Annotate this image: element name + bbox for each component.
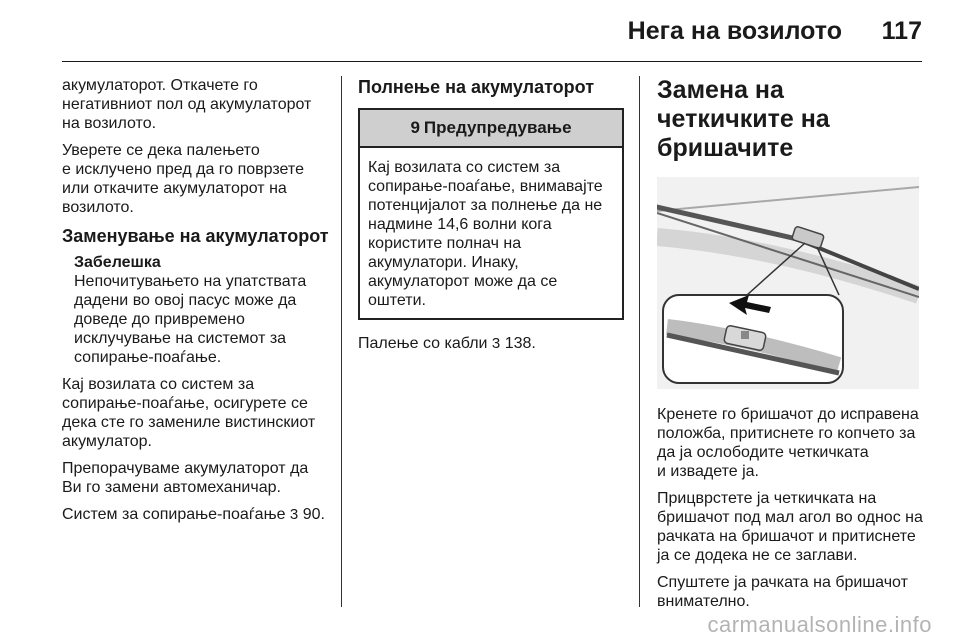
paragraph-recommend: Препорачуваме акумулаторот да Ви го замени автомеханичар. (62, 460, 309, 496)
xref-text: Палење со кабли (358, 335, 488, 352)
column-3 (657, 76, 925, 619)
xref-page-link[interactable]: 90. (302, 506, 325, 523)
column-1 (62, 76, 334, 532)
paragraph-disconnect: акумулаторот. Откачете го негативниот пол од акумулаторот на возилото. (62, 77, 312, 132)
paragraph-jump-start (358, 334, 624, 353)
paragraph-lower-arm: Спуштете ја рачката на бришачот внимателно. (657, 574, 908, 610)
paragraph-remove-blade: Кренете го бришачот до исправена положба, притиснете го копчето за да ја ослободите четкичката и извадете ја. (657, 406, 919, 480)
wiper-blade-drawing (657, 177, 919, 389)
page-number: 117 (881, 17, 922, 45)
xref-text: Систем за сопирање-поаѓање (62, 506, 286, 523)
note-text: Непочитувањето на упатствата дадени во овој пасус може да доведе до привремено исклучување на системот за сопирање-поаѓање. (74, 273, 307, 366)
warning-title: Предупредување (423, 118, 572, 137)
watermark: carmanualsonline.info (707, 612, 932, 637)
heading-battery-replacement: Заменување на акумулаторот (62, 226, 329, 246)
warning-header (360, 110, 622, 148)
wiper-blade-illustration (657, 177, 919, 389)
warning-icon: 9 (410, 118, 420, 137)
arrow-icon: 3 (289, 506, 299, 523)
warning-text: Кај возилата со систем за сопирање-поаѓање, внимавајте потенцијалот за полнење да не надмине 14,6 волни кога користите полнач на акумулатори. Инаку, акумулаторот може да се оштети. (368, 159, 603, 309)
header-rule (62, 61, 922, 62)
paragraph-attach-blade: Прицврстете ја четкичката на бришачот под мал агол во однос на рачката на бришачот и притиснете ја се додека не се заглави. (657, 490, 923, 564)
page-header (0, 0, 960, 62)
heading-wiper-blade-replacement: Замена на четкичките на бришачите (657, 76, 830, 162)
note-title: Забелешка (74, 254, 161, 271)
paragraph-ignition: Уверете се дека палењето е исклучено пред да го поврзете или откачите акумулаторот на возилото. (62, 142, 304, 216)
note-block (62, 253, 334, 367)
column-divider-2 (639, 76, 640, 607)
header-title: Нега на возилото (627, 17, 842, 45)
column-divider-1 (341, 76, 342, 607)
xref-page-link[interactable]: 138. (504, 335, 536, 352)
arrow-icon: 3 (491, 335, 501, 352)
heading-battery-charging: Полнење на акумулаторот (358, 77, 595, 97)
paragraph-stop-start: Кај возилата со систем за сопирање-поаѓање, осигурете се дека сте го замениле вистинскиот акумулатор. (62, 376, 316, 450)
paragraph-xref-stop-start (62, 505, 334, 524)
column-2 (358, 76, 624, 361)
warning-box (358, 108, 624, 320)
